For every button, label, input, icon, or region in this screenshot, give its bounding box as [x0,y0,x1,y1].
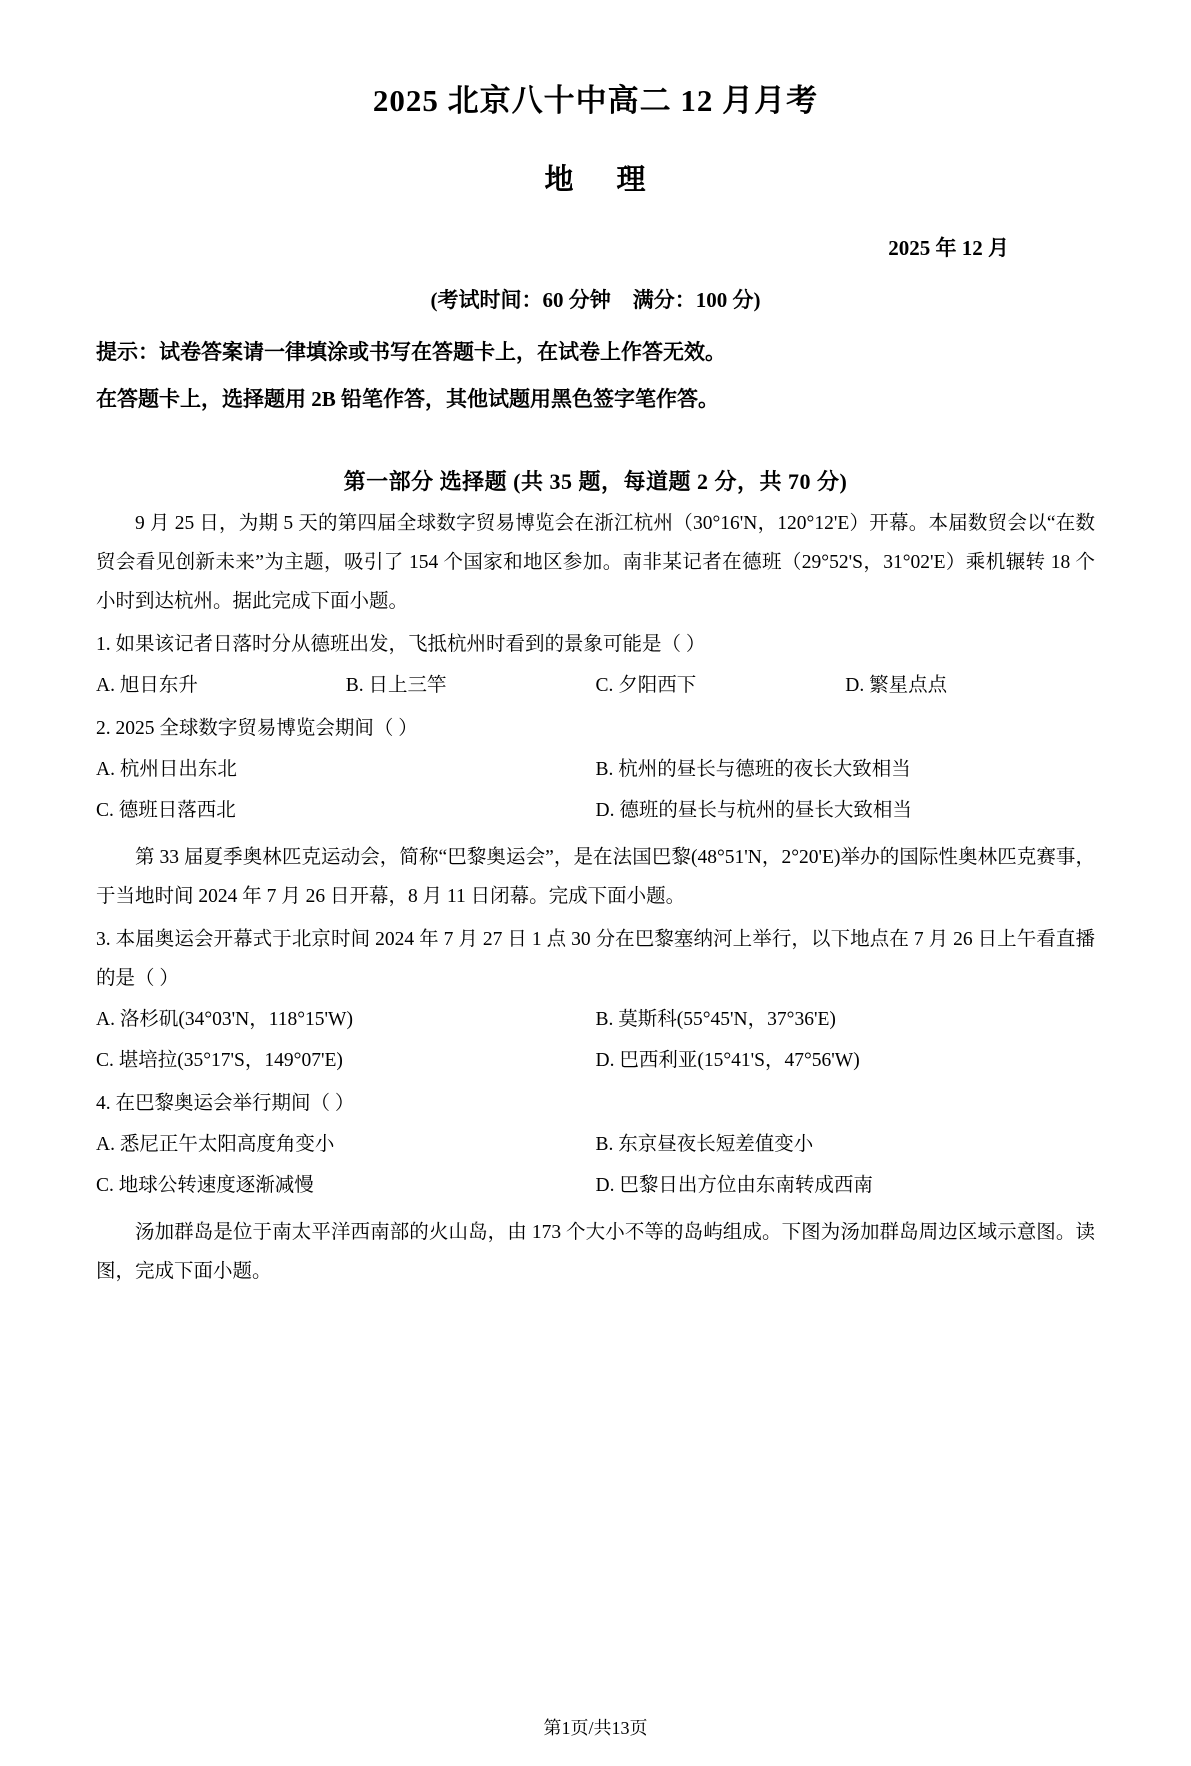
question-stem-3: 3. 本届奥运会开幕式于北京时间 2024 年 7 月 27 日 1 点 30 分在巴黎塞纳河上举行，以下地点在 7 月 26 日上午看直播的是（ ） [96,929,1095,990]
section-heading: 第一部分 选择题 (共 35 题，每道题 2 分，共 70 分) [343,469,848,495]
exam-info [96,284,1095,314]
option-3-b[interactable]: B. 莫斯科(55°45'N，37°36'E) [595,1009,836,1031]
option-1-d[interactable]: D. 繁星点点 [845,675,948,697]
notice-line-2: 在答题卡上，选择题用 2B 铅笔作答，其他试题用黑色签字笔作答。 [96,386,720,411]
option-3-d[interactable]: D. 巴西利亚(15°41'S，47°56'W) [595,1050,860,1072]
page-title: 2025 北京八十中高二 12 月月考 [372,83,819,118]
subject-char-first: 地 [544,164,575,197]
notice-line-1: 提示：试卷答案请一律填涂或书写在答题卡上，在试卷上作答无效。 [96,340,726,365]
question-options-1 [96,666,1095,705]
option-2-a[interactable]: A. 杭州日出东北 [96,759,237,781]
passage-olympics: 第 33 届夏季奥林匹克运动会，简称“巴黎奥运会”，是在法国巴黎(48°51'N，2°20'E)举办的国际性奥林匹克赛事，于当地时间 2024 年 7 月 26 日开幕，8 月 11 日闭幕。完成下面小题。 [96,847,1095,908]
question-options-3-row1 [96,1000,1095,1039]
option-4-d[interactable]: D. 巴黎日出方位由东南转成西南 [595,1175,873,1197]
figure-placeholder-area [96,1291,1095,1591]
question-stem-1: 1. 如果该记者日落时分从德班出发，飞抵杭州时看到的景象可能是（ ） [96,634,706,656]
passage-digital-trade: 9 月 25 日，为期 5 天的第四届全球数字贸易博览会在浙江杭州（30°16'N，120°12'E）开幕。本届数贸会以“在数贸会看见创新未来”为主题，吸引了 154 个国家和地区参加。南非某记者在德班（29°52'S，31°02'E）乘机辗转 18 个小时到达杭州。据此完成下面小题。 [96,513,1095,613]
option-2-c[interactable]: C. 德班日落西北 [96,800,236,822]
option-3-c[interactable]: C. 堪培拉(35°17'S，149°07'E) [96,1050,343,1072]
option-3-a[interactable]: A. 洛杉矶(34°03'N，118°15'W) [96,1009,353,1031]
subject-heading [96,157,1095,198]
option-1-b[interactable]: B. 日上三竿 [345,675,447,697]
question-stem-2: 2. 2025 全球数字贸易博览会期间（ ） [96,718,418,740]
option-2-d[interactable]: D. 德班的昼长与杭州的昼长大致相当 [595,800,912,822]
question-options-4-row1 [96,1125,1095,1164]
exam-total-score: 满分：100 分) [632,288,761,313]
option-4-c[interactable]: C. 地球公转速度逐渐减慢 [96,1175,314,1197]
option-1-a[interactable]: A. 旭日东升 [96,675,198,697]
passage-tonga: 汤加群岛是位于南太平洋西南部的火山岛，由 173 个大小不等的岛屿组成。下图为汤加群岛周边区域示意图。读图，完成下面小题。 [96,1222,1095,1283]
question-options-2-row2 [96,791,1095,830]
question-options-2-row1 [96,750,1095,789]
exam-date: 2025 年 12 月 [888,236,1009,261]
option-2-b[interactable]: B. 杭州的昼长与德班的夜长大致相当 [595,759,911,781]
subject-char-second: 理 [616,164,647,197]
question-options-4-row2 [96,1166,1095,1205]
exam-page [0,82,1191,1766]
exam-duration: (考试时间：60 分钟 [430,288,611,313]
option-4-b[interactable]: B. 东京昼夜长短差值变小 [595,1134,814,1156]
question-stem-4: 4. 在巴黎奥运会举行期间（ ） [96,1093,355,1115]
option-1-c[interactable]: C. 夕阳西下 [595,675,697,697]
option-4-a[interactable]: A. 悉尼正午太阳高度角变小 [96,1134,335,1156]
question-options-3-row2 [96,1041,1095,1080]
page-footer: 第1页/共13页 [543,1718,648,1738]
